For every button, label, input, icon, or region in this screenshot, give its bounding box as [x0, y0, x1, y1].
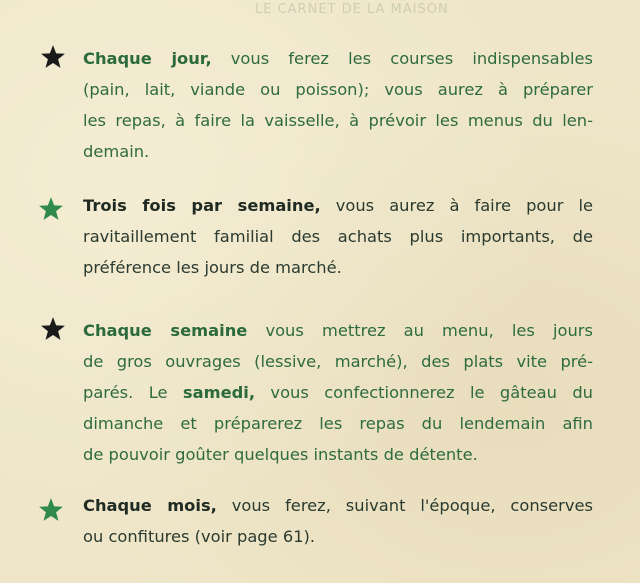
- text-line: ou confitures (voir page 61).: [83, 527, 316, 546]
- black-star-icon: [40, 316, 66, 342]
- line-text: vous aurez à faire pour le: [320, 196, 593, 215]
- text-line: préférence les jours de marché.: [83, 258, 342, 277]
- line-text: vous ferez les courses indispensables: [211, 49, 593, 68]
- black-star-icon: [40, 44, 66, 70]
- lead-phrase: Chaque mois,: [83, 496, 217, 515]
- text-line: (pain, lait, viande ou poisson); vous aurez à préparer: [83, 80, 593, 99]
- line-text: parés. Le: [83, 383, 183, 402]
- text-line: de pouvoir goûter quelques instants de détente.: [83, 445, 478, 464]
- text-line: [83, 190, 593, 221]
- text-line: [83, 490, 593, 521]
- lead-phrase: Trois fois par semaine,: [83, 196, 321, 215]
- text-line: [83, 43, 593, 74]
- text-line: ravitaillement familial des achats plus importants, de: [83, 227, 593, 246]
- text-line: dimanche et préparerez les repas du lendemain afin: [83, 414, 593, 433]
- line-text: vous ferez, suivant l'époque, conserves: [216, 496, 593, 515]
- lead-phrase: Chaque semaine: [83, 321, 248, 340]
- green-star-icon: [38, 196, 64, 222]
- line-text: vous confectionnerez le gâteau du: [255, 383, 593, 402]
- text-line: [83, 377, 593, 408]
- bold-day: samedi,: [182, 383, 256, 402]
- section-chaque-jour: [83, 43, 593, 167]
- text-line: les repas, à faire la vaisselle, à prévoir les menus du len-: [83, 111, 593, 130]
- lead-phrase: Chaque jour,: [83, 49, 212, 68]
- ghost-header: LE CARNET DE LA MAISON: [255, 2, 449, 17]
- section-trois-fois: [83, 190, 593, 283]
- text-line: demain.: [83, 142, 150, 161]
- text-line: de gros ouvrages (lessive, marché), des plats vite pré-: [83, 352, 593, 371]
- text-line: [83, 315, 593, 346]
- section-chaque-mois: [83, 490, 593, 552]
- line-text: vous mettrez au menu, les jours: [247, 321, 593, 340]
- green-star-icon: [38, 497, 64, 523]
- section-chaque-semaine: [83, 315, 593, 470]
